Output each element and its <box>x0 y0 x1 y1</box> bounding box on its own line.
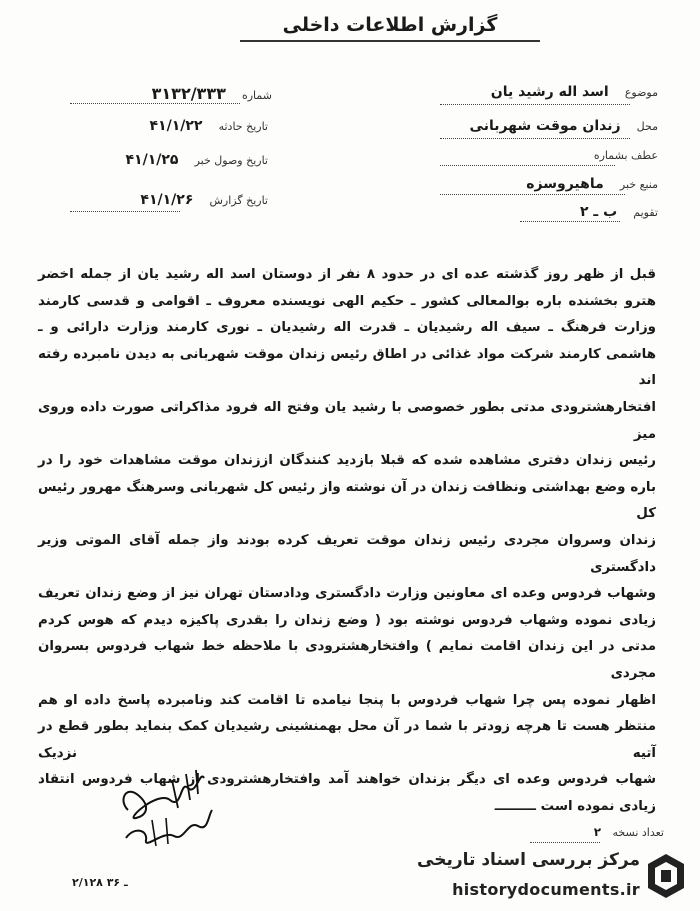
body-line: رئیس زندان دفتری مشاهده شده که قبلا بازدید کنندگان اززندان موقت مشاهدات خود را در <box>38 453 656 469</box>
place-value: زندان موقت شهربانی <box>469 118 621 134</box>
event-date-field <box>150 118 269 134</box>
body-line: اظهار نموده پس چرا شهاب فردوس با پنجا نیامده تا اقامت کند ونامبرده پاسخ داده او هم <box>38 692 656 708</box>
copies-line <box>530 841 600 843</box>
number-line <box>70 102 240 104</box>
body-line: هاشمی کارمند شرکت مواد غذائی در اطاق رئیس زندان موقت شهربانی به دیدن نامبرده رفته اند <box>38 346 656 389</box>
number-field <box>152 84 272 103</box>
title-underline <box>240 40 540 42</box>
archive-watermark <box>392 846 692 908</box>
copies-value: ۲ <box>593 825 602 839</box>
copies-field <box>594 825 664 839</box>
body-line: قبل از ظهر روز گذشته عده ای در حدود ۸ نفر از دوستان اسد اله رشید یان از جمله اخضر <box>38 267 656 282</box>
receipt-date-label: تاریخ وصول خبر <box>194 154 268 167</box>
body-line: زیادی نموده وشهاب فردوس نوشته بود ( وضع زندان را بقدری پاکیزه دیدم که هوس کردم <box>38 612 656 628</box>
report-date-value: ۴۱/۱/۲۶ <box>140 192 194 208</box>
report-date-field <box>140 192 268 208</box>
place-label: محل <box>636 120 658 133</box>
receipt-date-field <box>126 152 269 168</box>
watermark-url[interactable]: historydocuments.ir <box>452 880 640 899</box>
source-value: ماهیروسزه <box>526 176 604 192</box>
body-line: زیادی نموده است ـــــــــ <box>494 798 656 814</box>
subject-value: اسد اله رشید یان <box>490 84 609 100</box>
subject-line <box>440 103 630 105</box>
body-line: باره وضع بهداشتی ونظافت زندان در آن نوشته واز رئیس کل شهربانی وسرهنگ مهرور رئیس کل <box>38 479 656 522</box>
archive-logo-icon <box>644 852 688 900</box>
event-date-value: ۴۱/۱/۲۲ <box>149 118 203 134</box>
handwritten-signature <box>108 760 218 850</box>
event-date-label: تاریخ حادثه <box>218 120 268 133</box>
evaluation-label: تقویم <box>633 206 658 219</box>
body-line: مدتی در این زندان اقامت نمایم ) وافتخارهشترودی با ملاحظه خط شهاب فردوس بسروان مجردی <box>38 639 656 681</box>
evaluation-value: ب ـ ۲ <box>580 204 618 220</box>
ref-field <box>594 148 658 163</box>
source-field <box>526 176 658 192</box>
subject-label: موضوع <box>624 86 658 99</box>
number-label: شماره <box>241 89 272 102</box>
watermark-title: مرکز بررسی اسناد تاریخی <box>417 850 640 870</box>
ref-label: عطف بشماره <box>593 149 658 162</box>
body-line: وزارت فرهنگ ـ سیف اله رشیدیان ـ قدرت اله رشیدیان ـ نوری کارمند وزارت دارائی و ـ <box>38 320 656 336</box>
ref-line <box>440 164 615 166</box>
body-line: هترو بخشنده باره بوالمعالی کشور ـ حکیم الهی نویسنده معروف ـ اقوامی و قدسی کارمند <box>38 293 656 309</box>
body-line: وشهاب فردوس وعده ای معاونین وزارت دادگستری ودادستان تهران نیز از وضع زندان تعریف <box>38 586 656 602</box>
evaluation-line <box>520 220 620 222</box>
report-body <box>38 262 656 820</box>
body-line: شهاب فردوس وعده ای دیگر بزندان خواهند آمد وافتخارهشترودی از شهاب فردوس انتقاد <box>38 772 656 788</box>
place-line <box>440 137 630 139</box>
page-title: گزارش اطلاعات داخلی <box>282 14 498 36</box>
report-date-label: تاریخ گزارش <box>209 194 268 207</box>
receipt-date-value: ۴۱/۱/۲۵ <box>125 152 179 168</box>
body-line: منتظر هست تا هرچه زودتر با شما در آن محل بهمنشینی رشیدیان کمک بنماید بطور قطع در آتیه نزدیک <box>38 719 656 761</box>
body-line: زندان وسروان مجردی رئیس زندان موقت تعریف کرده بودند واز جمله آقای الموتی وزیر دادگستری <box>38 532 656 575</box>
document-number: ۲/۱۲۸ ـ ۳۶ <box>72 876 128 889</box>
source-line <box>440 193 625 195</box>
report-date-line <box>70 210 180 212</box>
copies-label: تعداد نسخه <box>612 826 664 839</box>
body-line: افتخارهشترودی مدتی بطور خصوصی با رشید یان وفتح اله فرود مذاکراتی صورت داده وروی میز <box>38 399 656 442</box>
source-label: منبع خبر <box>619 178 658 191</box>
number-value: ۳۱۳۲/۳۳۳ <box>151 84 226 103</box>
subject-field <box>491 84 658 100</box>
place-field <box>470 118 658 134</box>
evaluation-field <box>580 204 658 220</box>
